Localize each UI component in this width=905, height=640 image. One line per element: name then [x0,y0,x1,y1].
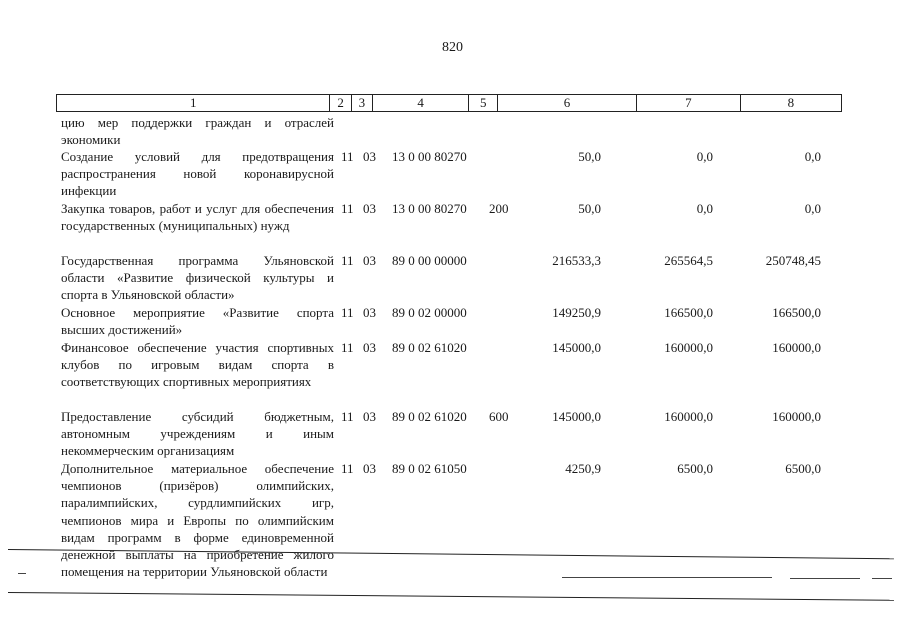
header-col-4: 4 [373,95,469,111]
scan-dash-mark [872,578,892,579]
target-article-code: 13 0 00 80270 [392,149,467,164]
subsection-code: 03 [363,340,376,355]
section-code: 11 [341,409,354,424]
amount-col-6: 4250,9 [565,461,601,476]
scan-dash-mark [790,578,860,579]
amount-col-7: 160000,0 [664,409,713,424]
target-article-code: 89 0 02 61020 [392,340,467,355]
amount-col-6: 216533,3 [552,253,601,268]
header-col-5: 5 [469,95,498,111]
header-col-3: 3 [352,95,373,111]
row-description: Государственная программа Ульяновской области «Развитие физической культуры и спорта в Ульяновской области» [61,253,334,303]
amount-col-6: 145000,0 [552,409,601,424]
amount-col-7: 0,0 [696,149,713,164]
section-code: 11 [341,340,354,355]
subsection-code: 03 [363,253,376,268]
subsection-code: 03 [363,461,376,476]
row-description: Дополнительное материальное обеспечение чемпионов (призёров) олимпийских, паралимпийских, сурдлимпийских игр, чемпионов мира и Европы по олимпийским видам программ в форме единовременной денежной выплаты на приобретение жилого помещения на территории Ульяновской области [61,461,334,580]
section-code: 11 [341,461,354,476]
table-header-row [56,94,842,112]
subsection-code: 03 [363,149,376,164]
amount-col-7: 160000,0 [664,340,713,355]
header-col-2: 2 [330,95,351,111]
expense-type-code: 600 [489,409,509,424]
section-code: 11 [341,305,354,320]
section-code: 11 [341,253,354,268]
amount-col-7: 166500,0 [664,305,713,320]
scan-dash-mark [18,573,26,574]
target-article-code: 89 0 00 00000 [392,253,467,268]
row-description: цию мер поддержки граждан и отраслей экономики [61,115,334,148]
target-article-code: 89 0 02 61050 [392,461,467,476]
amount-col-6: 149250,9 [552,305,601,320]
amount-col-8: 166500,0 [772,305,821,320]
amount-col-6: 145000,0 [552,340,601,355]
target-article-code: 89 0 02 61020 [392,409,467,424]
subsection-code: 03 [363,305,376,320]
subsection-code: 03 [363,409,376,424]
row-description: Создание условий для предотвращения распространения новой коронавирусной инфекции [61,149,334,199]
expense-type-code: 200 [489,201,509,216]
page-number: 820 [442,40,463,55]
subsection-code: 03 [363,201,376,216]
amount-col-8: 160000,0 [772,340,821,355]
target-article-code: 13 0 00 80270 [392,201,467,216]
amount-col-7: 265564,5 [664,253,713,268]
scan-dash-mark [562,577,772,578]
row-description: Финансовое обеспечение участия спортивных клубов по игровым видам спорта в соответствующих спортивных мероприятиях [61,340,334,390]
amount-col-6: 50,0 [578,149,601,164]
amount-col-7: 6500,0 [677,461,713,476]
target-article-code: 89 0 02 00000 [392,305,467,320]
section-code: 11 [341,149,354,164]
amount-col-8: 6500,0 [785,461,821,476]
amount-col-6: 50,0 [578,201,601,216]
amount-col-8: 250748,45 [765,253,821,268]
row-description: Предоставление субсидий бюджетным, автономным учреждениям и иным некоммерческим организациям [61,409,334,459]
header-col-8: 8 [787,95,795,110]
header-col-6: 6 [498,95,637,111]
header-col-7: 7 [637,95,741,111]
amount-col-8: 160000,0 [772,409,821,424]
amount-col-8: 0,0 [804,201,821,216]
row-description: Закупка товаров, работ и услуг для обеспечения государственных (муниципальных) нужд [61,201,334,234]
amount-col-8: 0,0 [804,149,821,164]
amount-col-7: 0,0 [696,201,713,216]
header-col-1: 1 [57,95,330,111]
section-code: 11 [341,201,354,216]
scan-edge-line [8,592,894,601]
row-description: Основное мероприятие «Развитие спорта высших достижений» [61,305,334,338]
